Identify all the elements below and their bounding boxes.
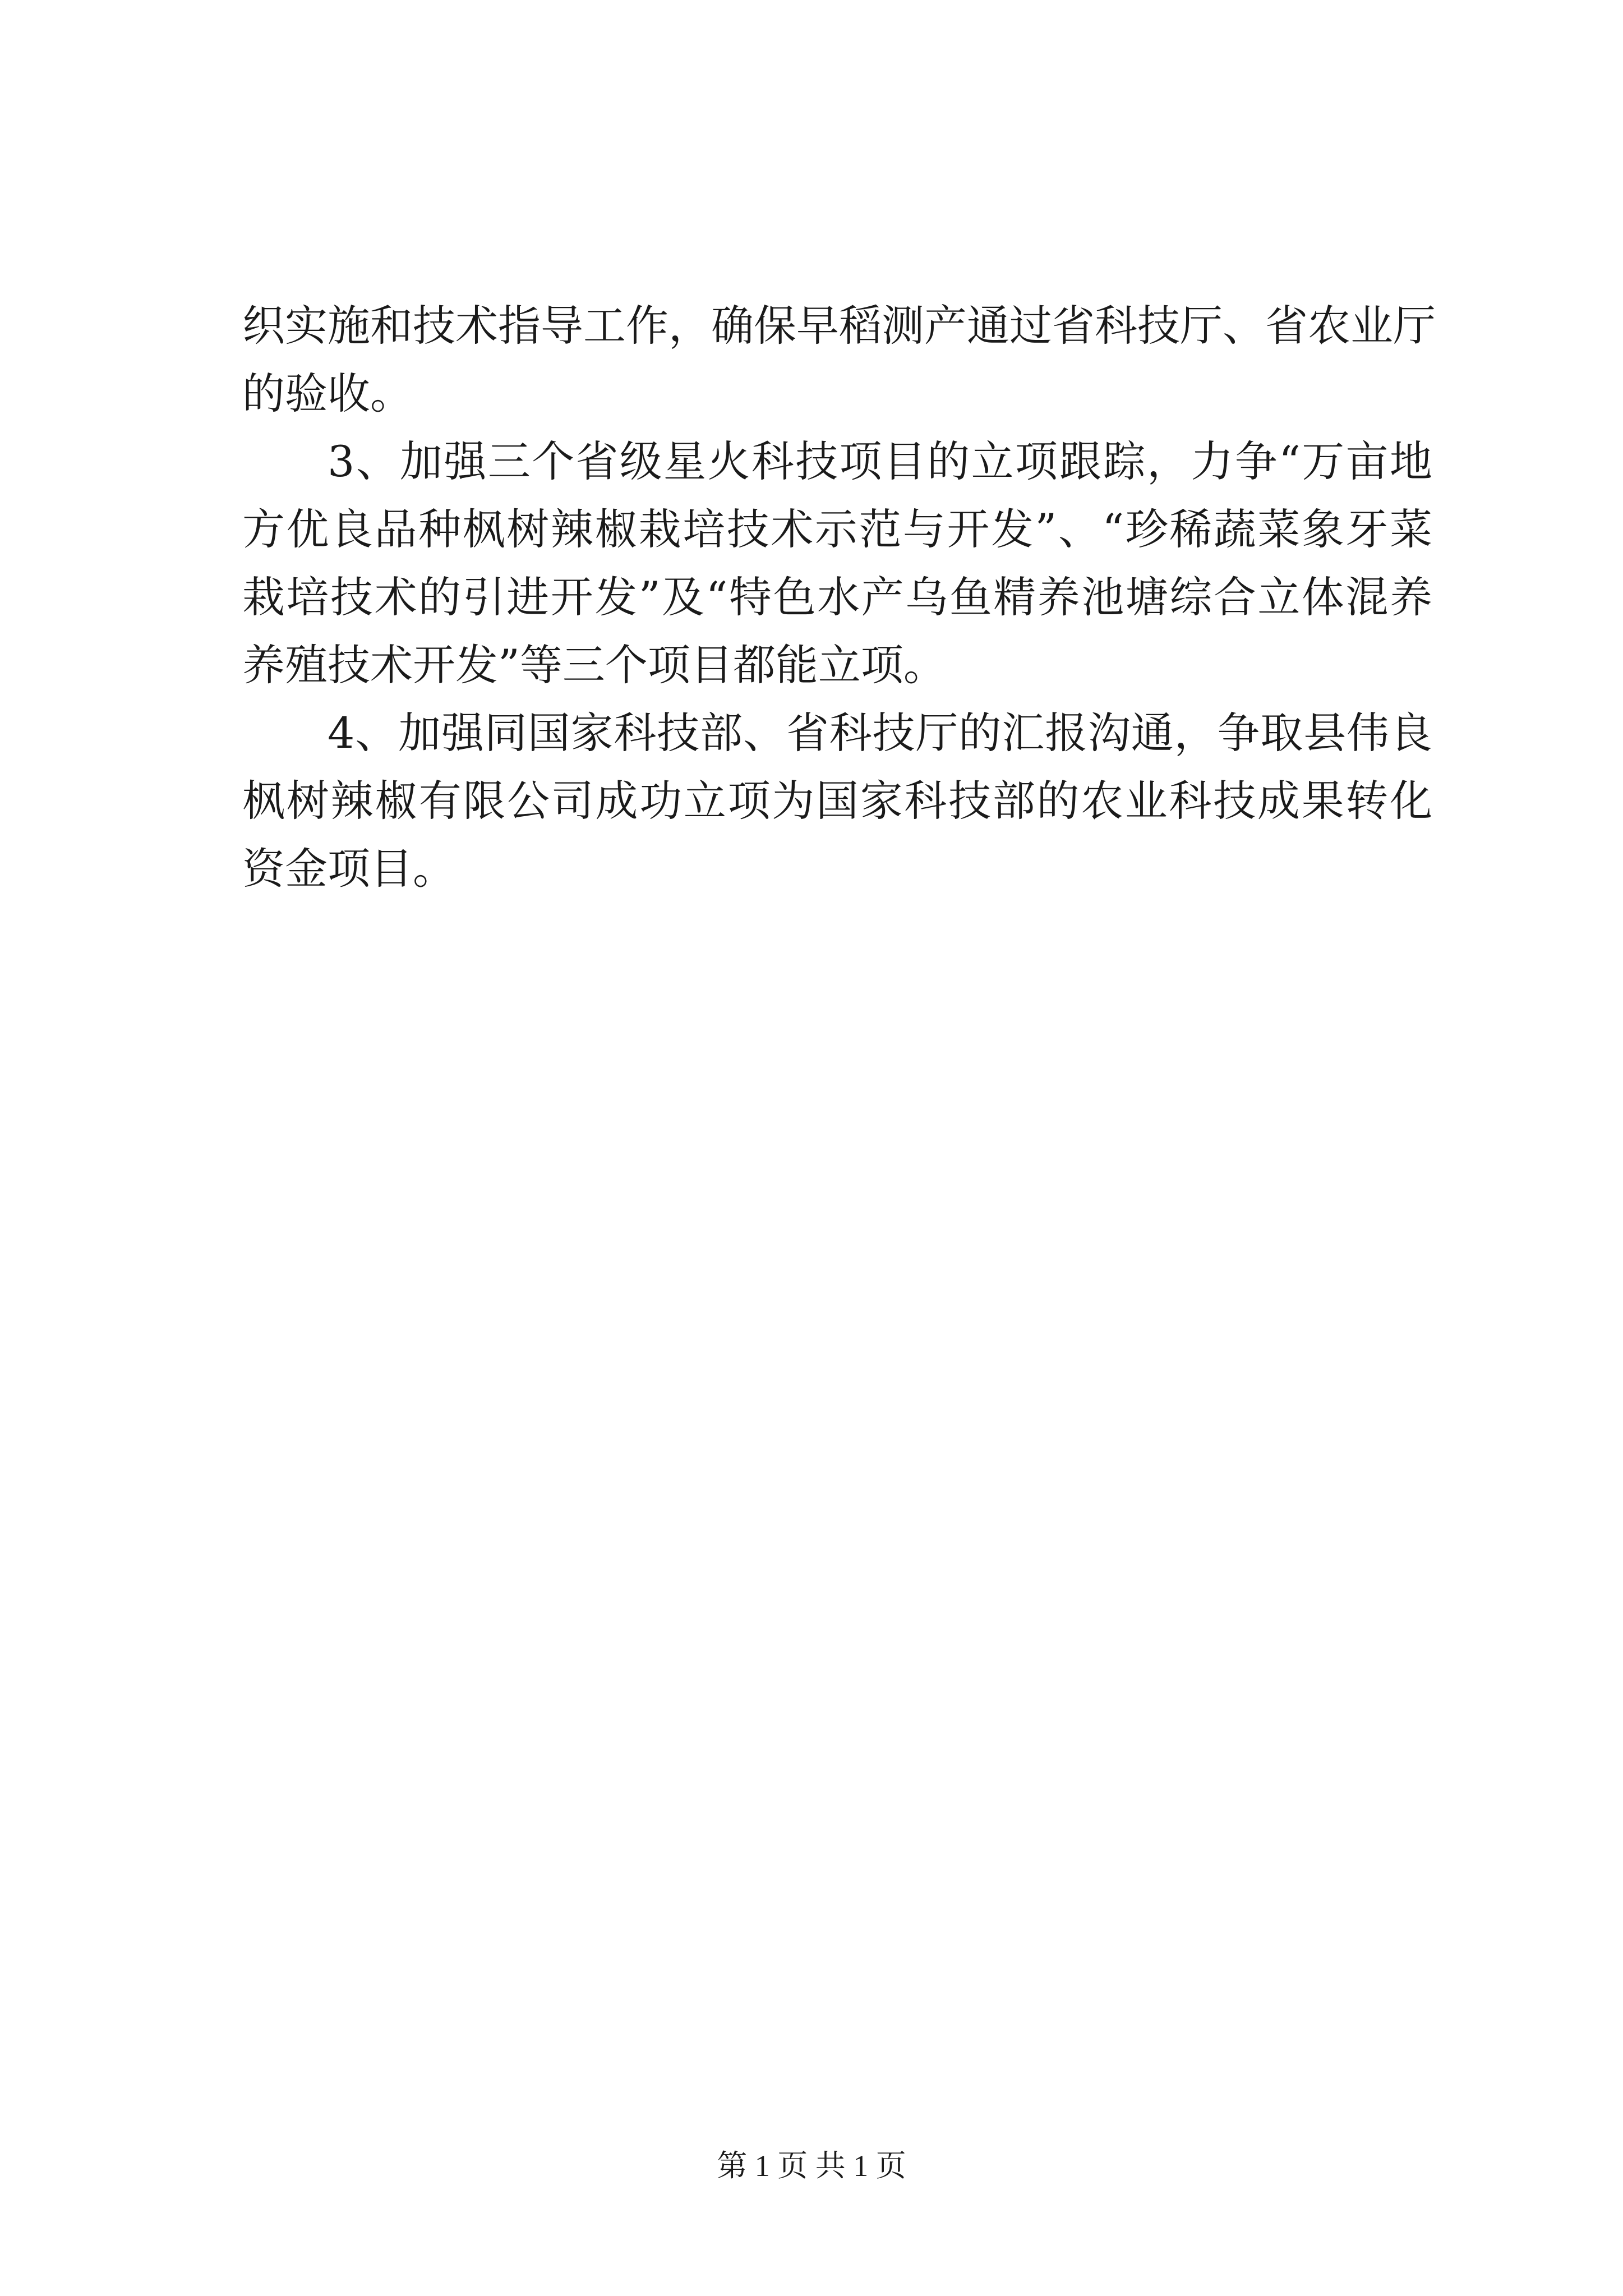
page-footer: 第 1 页 共 1 页 [717, 2149, 906, 2183]
paragraph-line: 栽培技术的引进开发”及“特色水产乌鱼精养池塘综合立体混养 [242, 572, 1432, 622]
document-body [242, 292, 1436, 903]
paragraph-line: 的验收。 [242, 369, 413, 418]
paragraph-line: 织实施和技术指导工作，确保早稻测产通过省科技厅、省农业厅 [242, 301, 1436, 351]
paragraph-line: 方优良品种枫树辣椒栽培技术示范与开发”、“珍稀蔬菜象牙菜 [242, 504, 1432, 554]
paragraph-line: 4、加强同国家科技部、省科技厅的汇报沟通，争取县伟良 [328, 708, 1432, 758]
paragraph-line: 资金项目。 [242, 844, 455, 894]
paragraph-line: 养殖技术开发”等三个项目都能立项。 [242, 640, 946, 690]
paragraph-line: 3、加强三个省级星火科技项目的立项跟踪，力争“万亩地 [328, 436, 1432, 486]
paragraph-line: 枫树辣椒有限公司成功立项为国家科技部的农业科技成果转化 [242, 776, 1432, 826]
